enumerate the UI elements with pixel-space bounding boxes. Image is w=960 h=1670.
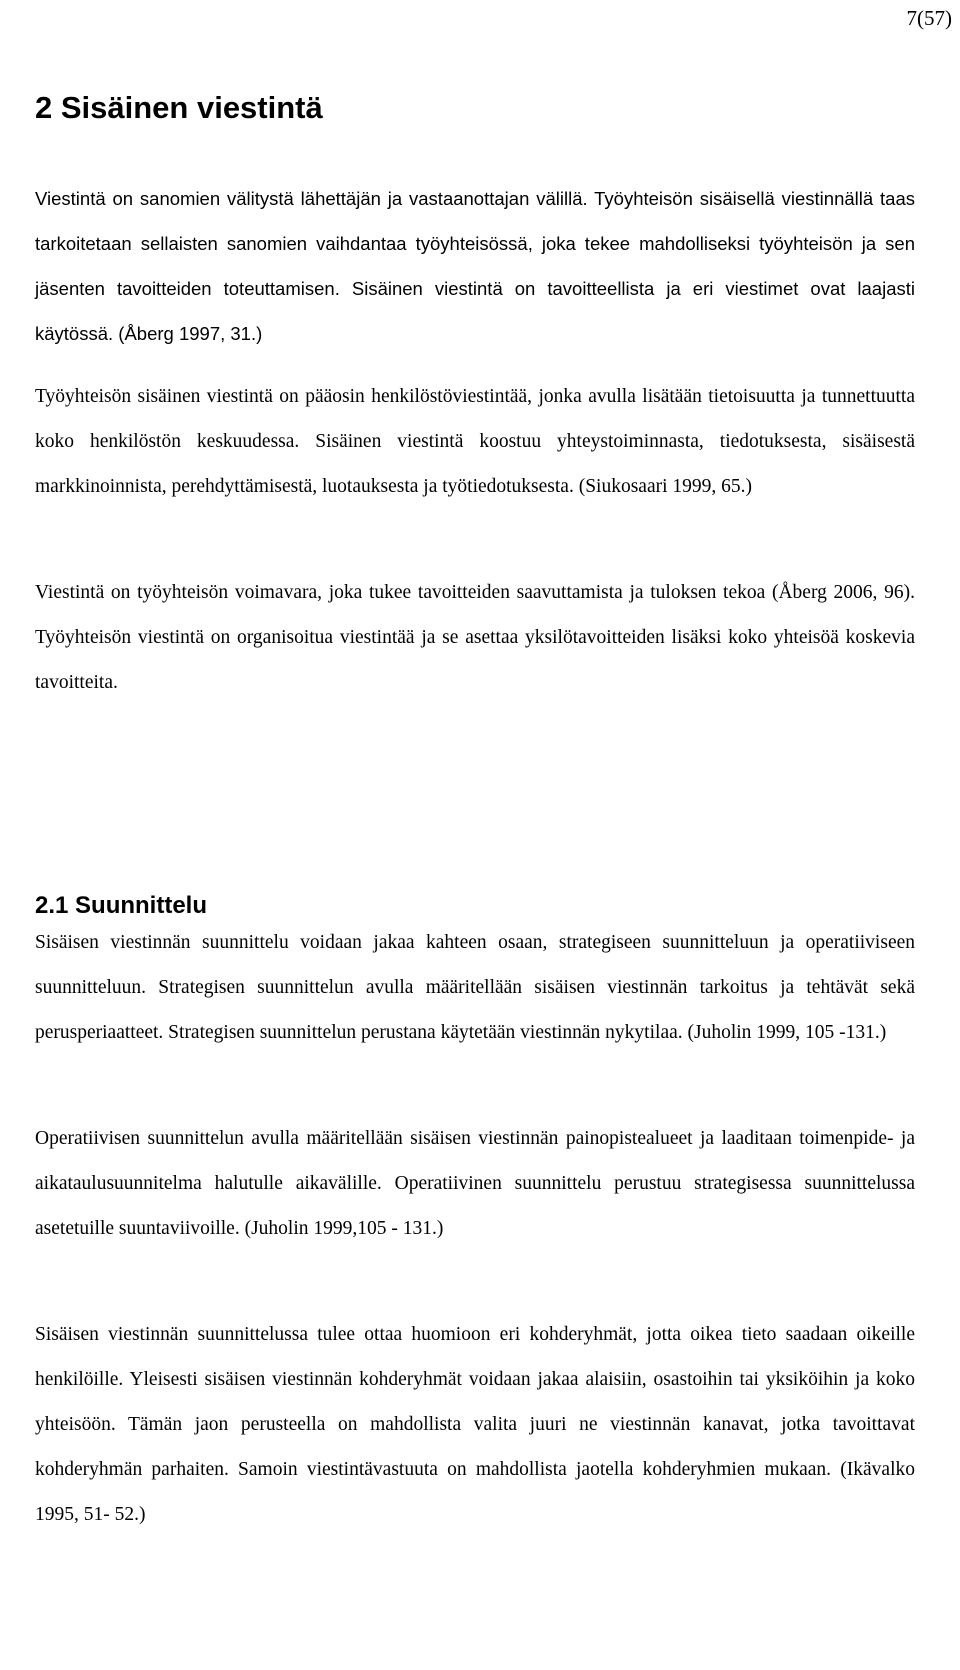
- paragraph: Sisäisen viestinnän suunnittelussa tulee ottaa huomioon eri kohderyhmät, jotta oikea tieto saadaan oikeille henkilöille. Yleisesti sisäisen viestinnän kohderyhmät voidaan jakaa alaisiin, osastoihin tai yksiköihin ja koko yhteisöön. Tämän jaon perusteella on mahdollista valita juuri ne viestinnän kanavat, jotka tavoittavat kohderyhmän parhaiten. Samoin viestintävastuuta on mahdollista jaotella kohderyhmien mukaan. (Ikävalko 1995, 51- 52.): [35, 1324, 915, 1525]
- paragraph: Sisäisen viestinnän suunnittelu voidaan jakaa kahteen osaan, strategiseen suunnitteluun ja operatiiviseen suunnitteluun. Strategisen suunnittelun avulla määritellään sisäisen viestinnän tarkoitus ja tehtävät sekä perusperiaatteet. Strategisen suunnittelun perustana käytetään viestinnän nykytilaa. (Juholin 1999, 105 -131.): [35, 932, 915, 1043]
- subsection-heading-suunnittelu: 2.1 Suunnittelu: [35, 892, 208, 919]
- section-heading-sisainen-viestinta: 2 Sisäinen viestintä: [35, 90, 323, 125]
- paragraph: Viestintä on työyhteisön voimavara, joka tukee tavoitteiden saavuttamista ja tuloksen tekoa (Åberg 2006, 96). Työyhteisön viestintä on organisoitua viestintää ja se asettaa yksilötavoitteiden lisäksi koko yhteisöä koskevia tavoitteita.: [35, 582, 915, 693]
- paragraph: Operatiivisen suunnittelun avulla määritellään sisäisen viestinnän painopistealueet ja laaditaan toimenpide- ja aikataulusuunnitelma halutulle aikavälille. Operatiivinen suunnittelu perustuu strategisessa suunnittelussa asetetuille suuntaviivoille. (Juholin 1999,105 - 131.): [35, 1128, 915, 1239]
- paragraph: Viestintä on sanomien välitystä lähettäjän ja vastaanottajan välillä. Työyhteisön sisäisellä viestinnällä taas tarkoitetaan sellaisten sanomien vaihdantaa työyhteisössä, joka tekee mahdolliseksi työyhteisön ja sen jäsenten tavoitteiden toteuttamisen. Sisäinen viestintä on tavoitteellista ja eri viestimet ovat laajasti käytössä. (Åberg 1997, 31.): [35, 188, 915, 344]
- page-number: 7(57): [906, 6, 952, 30]
- paragraph: Työyhteisön sisäinen viestintä on pääosin henkilöstöviestintää, jonka avulla lisätään tietoisuutta ja tunnettuutta koko henkilöstön keskuudessa. Sisäinen viestintä koostuu yhteystoiminnasta, tiedotuksesta, sisäisestä markkinoinnista, perehdyttämisestä, luotauksesta ja työtiedotuksesta. (Siukosaari 1999, 65.): [35, 386, 915, 497]
